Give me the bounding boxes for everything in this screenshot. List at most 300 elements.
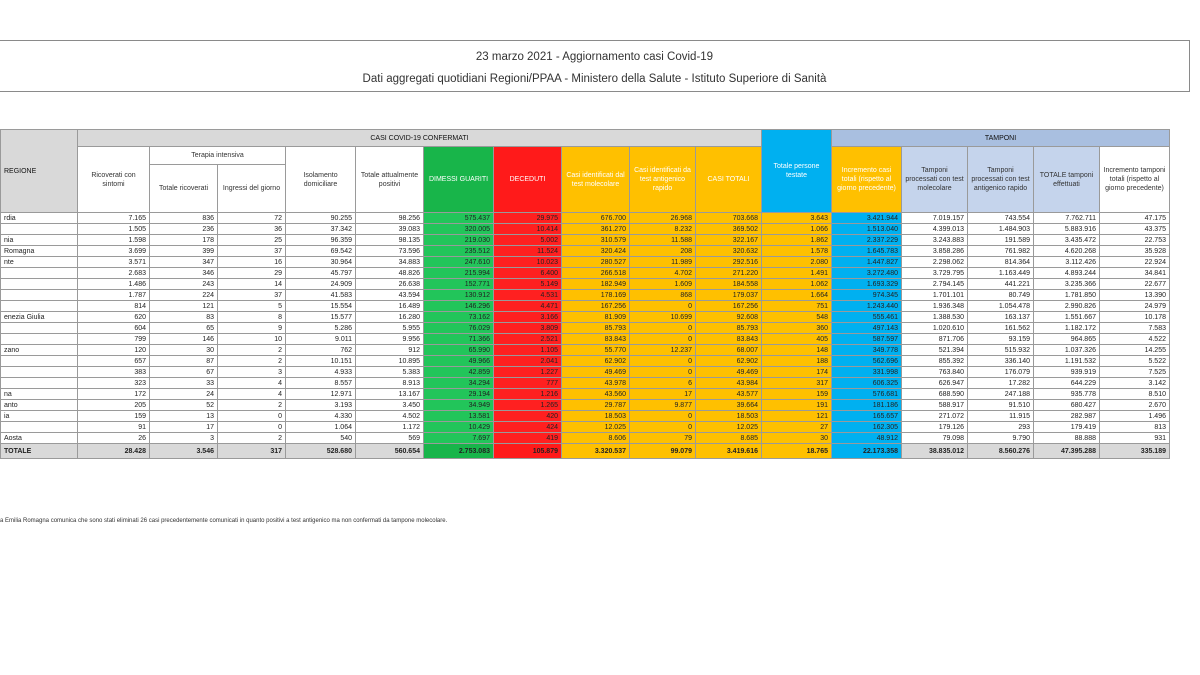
- region-name: [1, 422, 78, 433]
- table-cell: 7.762.711: [1034, 213, 1100, 224]
- table-cell: 28.428: [78, 444, 150, 459]
- table-cell: 2: [218, 433, 286, 444]
- table-cell: 1.936.348: [902, 301, 968, 312]
- table-cell: 575.437: [424, 213, 494, 224]
- table-cell: 17: [150, 422, 218, 433]
- table-row: [1, 389, 1170, 400]
- table-cell: 179.419: [1034, 422, 1100, 433]
- table-cell: 14: [218, 279, 286, 290]
- table-cell: 24: [150, 389, 218, 400]
- header-incremento-tamponi: Incremento tamponi totali (rispetto al giorno precedente): [1100, 147, 1170, 213]
- table-cell: 11.915: [968, 411, 1034, 422]
- table-cell: 65.990: [424, 345, 494, 356]
- table-cell: 799: [78, 334, 150, 345]
- table-cell: 3.112.426: [1034, 257, 1100, 268]
- table-cell: 65: [150, 323, 218, 334]
- table-cell: 8.232: [630, 224, 696, 235]
- table-cell: 528.680: [286, 444, 356, 459]
- table-cell: 49.469: [696, 367, 762, 378]
- table-cell: 1.491: [762, 268, 832, 279]
- table-cell: 9.956: [356, 334, 424, 345]
- table-cell: 761.982: [968, 246, 1034, 257]
- table-cell: 87: [150, 356, 218, 367]
- table-cell: 34.883: [356, 257, 424, 268]
- table-cell: 39.083: [356, 224, 424, 235]
- header-regione: REGIONE: [1, 130, 78, 213]
- table-cell: 79.098: [902, 433, 968, 444]
- table-cell: 569: [356, 433, 424, 444]
- table-cell: 688.590: [902, 389, 968, 400]
- table-cell: 76.029: [424, 323, 494, 334]
- table-cell: 0: [218, 411, 286, 422]
- table-row: [1, 367, 1170, 378]
- table-cell: 8.685: [696, 433, 762, 444]
- table-cell: 42.859: [424, 367, 494, 378]
- table-cell: 317: [218, 444, 286, 459]
- table-cell: 657: [78, 356, 150, 367]
- table-cell: 317: [762, 378, 832, 389]
- table-cell: 167.256: [562, 301, 630, 312]
- table-cell: 29.787: [562, 400, 630, 411]
- region-name: ia: [1, 411, 78, 422]
- table-cell: 4: [218, 389, 286, 400]
- table-cell: 2.041: [494, 356, 562, 367]
- table-cell: 191.589: [968, 235, 1034, 246]
- table-cell: 3.435.472: [1034, 235, 1100, 246]
- table-cell: 188: [762, 356, 832, 367]
- table-cell: 215.994: [424, 268, 494, 279]
- table-cell: 5.883.916: [1034, 224, 1100, 235]
- table-cell: 83.843: [696, 334, 762, 345]
- table-row: [1, 246, 1170, 257]
- table-cell: 243: [150, 279, 218, 290]
- table-cell: 12.237: [630, 345, 696, 356]
- table-cell: 224: [150, 290, 218, 301]
- table-cell: 1.862: [762, 235, 832, 246]
- table-cell: 182.949: [562, 279, 630, 290]
- table-cell: 762: [286, 345, 356, 356]
- table-cell: 814.364: [968, 257, 1034, 268]
- table-cell: 5.149: [494, 279, 562, 290]
- table-cell: 22.173.358: [832, 444, 902, 459]
- table-cell: 30: [762, 433, 832, 444]
- table-cell: 2: [218, 345, 286, 356]
- table-cell: 17: [630, 389, 696, 400]
- table-cell: 7.165: [78, 213, 150, 224]
- table-cell: 16: [218, 257, 286, 268]
- table-cell: 3.193: [286, 400, 356, 411]
- table-cell: 3: [150, 433, 218, 444]
- table-cell: 92.608: [696, 312, 762, 323]
- table-cell: 323: [78, 378, 150, 389]
- header-casi-molecolare: Casi identificati dal test molecolare: [562, 147, 630, 213]
- table-cell: 1.486: [78, 279, 150, 290]
- table-cell: 703.668: [696, 213, 762, 224]
- table-cell: 236: [150, 224, 218, 235]
- table-cell: 9.877: [630, 400, 696, 411]
- header-tamponi-antigenico: Tamponi processati con test antigenico rapido: [968, 147, 1034, 213]
- table-cell: 369.502: [696, 224, 762, 235]
- table-row: [1, 433, 1170, 444]
- table-body: [1, 213, 1170, 459]
- table-cell: 310.579: [562, 235, 630, 246]
- table-cell: 420: [494, 411, 562, 422]
- table-cell: 1.447.827: [832, 257, 902, 268]
- table-cell: 3.272.480: [832, 268, 902, 279]
- table-cell: 85.793: [562, 323, 630, 334]
- table-cell: 349.778: [832, 345, 902, 356]
- table-cell: 176.079: [968, 367, 1034, 378]
- table-cell: 0: [630, 301, 696, 312]
- table-cell: 5.002: [494, 235, 562, 246]
- region-name: [1, 224, 78, 235]
- table-cell: 2.298.062: [902, 257, 968, 268]
- table-cell: 521.394: [902, 345, 968, 356]
- table-cell: 0: [630, 334, 696, 345]
- region-name: [1, 334, 78, 345]
- table-cell: 29.194: [424, 389, 494, 400]
- table-cell: 96.359: [286, 235, 356, 246]
- table-cell: 163.137: [968, 312, 1034, 323]
- table-cell: 8.560.276: [968, 444, 1034, 459]
- table-cell: 17.282: [968, 378, 1034, 389]
- table-cell: 6.400: [494, 268, 562, 279]
- table-cell: 855.392: [902, 356, 968, 367]
- table-cell: 181.186: [832, 400, 902, 411]
- table-cell: 10.895: [356, 356, 424, 367]
- region-name: TOTALE: [1, 444, 78, 459]
- table-cell: 1.062: [762, 279, 832, 290]
- table-cell: 18.503: [562, 411, 630, 422]
- table-cell: 1.227: [494, 367, 562, 378]
- table-cell: 91.510: [968, 400, 1034, 411]
- table-row: [1, 312, 1170, 323]
- table-cell: 25: [218, 235, 286, 246]
- table-cell: 47.395.288: [1034, 444, 1100, 459]
- table-cell: 159: [762, 389, 832, 400]
- table-cell: 105.879: [494, 444, 562, 459]
- table-cell: 335.189: [1100, 444, 1170, 459]
- table-cell: 763.840: [902, 367, 968, 378]
- table-cell: 7.697: [424, 433, 494, 444]
- table-cell: 644.229: [1034, 378, 1100, 389]
- table-cell: 1.388.530: [902, 312, 968, 323]
- table-row: [1, 213, 1170, 224]
- table-row: [1, 411, 1170, 422]
- table-cell: 1.578: [762, 246, 832, 257]
- table-cell: 80.749: [968, 290, 1034, 301]
- table-cell: 43.978: [562, 378, 630, 389]
- table-cell: 1.496: [1100, 411, 1170, 422]
- table-cell: 8: [218, 312, 286, 323]
- page-title: 23 marzo 2021 - Aggiornamento casi Covid-19: [475, 51, 714, 63]
- table-cell: 10.414: [494, 224, 562, 235]
- table-cell: 152.771: [424, 279, 494, 290]
- table-cell: 30: [150, 345, 218, 356]
- table-cell: 22.677: [1100, 279, 1170, 290]
- table-cell: 2: [218, 356, 286, 367]
- table-cell: 161.562: [968, 323, 1034, 334]
- header-dimessi: DIMESSI GUARITI: [424, 147, 494, 213]
- table-cell: 24.909: [286, 279, 356, 290]
- table-cell: 0: [630, 411, 696, 422]
- table-cell: 22.924: [1100, 257, 1170, 268]
- header-totale-tamponi: TOTALE tamponi effettuati: [1034, 147, 1100, 213]
- table-cell: 179.037: [696, 290, 762, 301]
- table-cell: 39.664: [696, 400, 762, 411]
- region-name: [1, 290, 78, 301]
- table-cell: 43.984: [696, 378, 762, 389]
- table-cell: 3.235.366: [1034, 279, 1100, 290]
- table-cell: 12.971: [286, 389, 356, 400]
- table-cell: 3.450: [356, 400, 424, 411]
- table-cell: 320.632: [696, 246, 762, 257]
- table-cell: 336.140: [968, 356, 1034, 367]
- table-cell: 2: [218, 400, 286, 411]
- table-cell: 247.188: [968, 389, 1034, 400]
- header-terapia-intensiva: Terapia intensiva: [150, 147, 286, 165]
- table-cell: 24.979: [1100, 301, 1170, 312]
- table-cell: 562.696: [832, 356, 902, 367]
- table-cell: 1.701.101: [902, 290, 968, 301]
- table-row: [1, 422, 1170, 433]
- table-cell: 11.588: [630, 235, 696, 246]
- table-cell: 5: [218, 301, 286, 312]
- region-name: nia: [1, 235, 78, 246]
- table-cell: 8.557: [286, 378, 356, 389]
- table-cell: 29: [218, 268, 286, 279]
- table-cell: 0: [630, 422, 696, 433]
- table-cell: 743.554: [968, 213, 1034, 224]
- table-row: [1, 378, 1170, 389]
- table-cell: 1.172: [356, 422, 424, 433]
- table-cell: 974.345: [832, 290, 902, 301]
- region-name: [1, 323, 78, 334]
- table-row: [1, 279, 1170, 290]
- region-name: zano: [1, 345, 78, 356]
- header-casi-totali: CASI TOTALI: [696, 147, 762, 213]
- table-cell: 814: [78, 301, 150, 312]
- table-cell: 576.681: [832, 389, 902, 400]
- header-ricoverati: Ricoverati con sintomi: [78, 147, 150, 213]
- table-cell: 67: [150, 367, 218, 378]
- table-cell: 4.522: [1100, 334, 1170, 345]
- header-tamponi-molecolare: Tamponi processati con test molecolare: [902, 147, 968, 213]
- table-cell: 515.932: [968, 345, 1034, 356]
- table-cell: 36: [218, 224, 286, 235]
- header-totale-positivi: Totale attualmente positivi: [356, 147, 424, 213]
- region-name: [1, 378, 78, 389]
- table-cell: 4.933: [286, 367, 356, 378]
- table-cell: 37.342: [286, 224, 356, 235]
- table-cell: 146: [150, 334, 218, 345]
- table-cell: 10.178: [1100, 312, 1170, 323]
- table-cell: 11.524: [494, 246, 562, 257]
- region-name: [1, 356, 78, 367]
- table-cell: 1.163.449: [968, 268, 1034, 279]
- table-cell: 99.079: [630, 444, 696, 459]
- table-cell: 38.835.012: [902, 444, 968, 459]
- table-cell: 13.390: [1100, 290, 1170, 301]
- table-cell: 191: [762, 400, 832, 411]
- table-cell: 10.151: [286, 356, 356, 367]
- table-cell: 320.424: [562, 246, 630, 257]
- table-cell: 2.337.229: [832, 235, 902, 246]
- table-cell: 360: [762, 323, 832, 334]
- table-cell: 5.955: [356, 323, 424, 334]
- table-cell: 626.947: [902, 378, 968, 389]
- table-cell: 91: [78, 422, 150, 433]
- table-cell: 48.826: [356, 268, 424, 279]
- table-cell: 346: [150, 268, 218, 279]
- table-cell: 178.169: [562, 290, 630, 301]
- table-cell: 555.461: [832, 312, 902, 323]
- table-cell: 497.143: [832, 323, 902, 334]
- table-cell: 43.594: [356, 290, 424, 301]
- table-cell: 37: [218, 246, 286, 257]
- table-cell: 90.255: [286, 213, 356, 224]
- table-cell: 73.596: [356, 246, 424, 257]
- table-cell: 62.902: [562, 356, 630, 367]
- table-cell: 0: [218, 422, 286, 433]
- table-cell: 45.797: [286, 268, 356, 279]
- table-cell: 548: [762, 312, 832, 323]
- table-cell: 30.964: [286, 257, 356, 268]
- table-cell: 13.167: [356, 389, 424, 400]
- table-cell: 16.280: [356, 312, 424, 323]
- table-cell: 98.256: [356, 213, 424, 224]
- table-cell: 3.142: [1100, 378, 1170, 389]
- table-cell: 174: [762, 367, 832, 378]
- table-cell: 8.510: [1100, 389, 1170, 400]
- table-cell: 1.182.172: [1034, 323, 1100, 334]
- table-cell: 79: [630, 433, 696, 444]
- table-cell: 587.597: [832, 334, 902, 345]
- table-cell: 165.657: [832, 411, 902, 422]
- table-row: [1, 323, 1170, 334]
- table-cell: 540: [286, 433, 356, 444]
- table-cell: 219.030: [424, 235, 494, 246]
- table-cell: 10.023: [494, 257, 562, 268]
- table-cell: 6: [630, 378, 696, 389]
- table-cell: 1.191.532: [1034, 356, 1100, 367]
- table-row: [1, 400, 1170, 411]
- table-cell: 15.577: [286, 312, 356, 323]
- table-cell: 120: [78, 345, 150, 356]
- table-cell: 208: [630, 246, 696, 257]
- table-cell: 15.554: [286, 301, 356, 312]
- table-cell: 1.216: [494, 389, 562, 400]
- table-cell: 26.638: [356, 279, 424, 290]
- header-incremento-casi: Incremento casi totali (rispetto al giorno precedente): [832, 147, 902, 213]
- table-cell: 184.558: [696, 279, 762, 290]
- region-name: [1, 367, 78, 378]
- table-cell: 93.159: [968, 334, 1034, 345]
- table-cell: 419: [494, 433, 562, 444]
- footnote: a Emilia Romagna comunica che sono stati eliminati 26 casi precedentemente comunicati in quanto positivi a test antigenico ma non confermati da tampone molecolare.: [0, 518, 448, 524]
- table-cell: 3.546: [150, 444, 218, 459]
- table-cell: 271.220: [696, 268, 762, 279]
- table-cell: 3.699: [78, 246, 150, 257]
- table-cell: 10.429: [424, 422, 494, 433]
- covid-data-table: [0, 129, 1170, 459]
- table-cell: 935.778: [1034, 389, 1100, 400]
- table-cell: 205: [78, 400, 150, 411]
- table-cell: 3.809: [494, 323, 562, 334]
- table-cell: 47.175: [1100, 213, 1170, 224]
- table-cell: 179.126: [902, 422, 968, 433]
- table-cell: 68.007: [696, 345, 762, 356]
- table-cell: 69.542: [286, 246, 356, 257]
- table-cell: 34.294: [424, 378, 494, 389]
- table-cell: 72: [218, 213, 286, 224]
- table-cell: 424: [494, 422, 562, 433]
- table-cell: 178: [150, 235, 218, 246]
- table-cell: 4.471: [494, 301, 562, 312]
- table-cell: 35.928: [1100, 246, 1170, 257]
- table-cell: 13.581: [424, 411, 494, 422]
- table-row: [1, 290, 1170, 301]
- table-cell: 146.296: [424, 301, 494, 312]
- header-casi-confermati: CASI COVID-19 CONFERMATI: [78, 130, 762, 147]
- header-casi-antigenico: Casi identificati da test antigenico rapido: [630, 147, 696, 213]
- table-cell: 620: [78, 312, 150, 323]
- table-cell: 26.968: [630, 213, 696, 224]
- table-cell: 167.256: [696, 301, 762, 312]
- table-cell: 871.706: [902, 334, 968, 345]
- table-cell: 11.989: [630, 257, 696, 268]
- table-cell: 813: [1100, 422, 1170, 433]
- table-cell: 33: [150, 378, 218, 389]
- table-cell: 34.841: [1100, 268, 1170, 279]
- table-cell: 1.787: [78, 290, 150, 301]
- region-name: Aosta: [1, 433, 78, 444]
- table-cell: 9: [218, 323, 286, 334]
- table-cell: 836: [150, 213, 218, 224]
- table-cell: 347: [150, 257, 218, 268]
- table-cell: 3.421.944: [832, 213, 902, 224]
- table-cell: 43.577: [696, 389, 762, 400]
- table-cell: 10.699: [630, 312, 696, 323]
- region-name: nte: [1, 257, 78, 268]
- table-cell: 148: [762, 345, 832, 356]
- table-cell: 383: [78, 367, 150, 378]
- table-cell: 26: [78, 433, 150, 444]
- table-cell: 751: [762, 301, 832, 312]
- table-row: [1, 268, 1170, 279]
- table-cell: 88.888: [1034, 433, 1100, 444]
- table-cell: 320.005: [424, 224, 494, 235]
- table-cell: 0: [630, 323, 696, 334]
- table-cell: 293: [968, 422, 1034, 433]
- region-name: na: [1, 389, 78, 400]
- table-cell: 7.019.157: [902, 213, 968, 224]
- table-cell: 159: [78, 411, 150, 422]
- table-cell: 130.912: [424, 290, 494, 301]
- table-cell: 3.166: [494, 312, 562, 323]
- table-row: [1, 257, 1170, 268]
- table-cell: 41.583: [286, 290, 356, 301]
- region-name: Romagna: [1, 246, 78, 257]
- table-cell: 48.912: [832, 433, 902, 444]
- header-persone-testate: Totale persone testate: [762, 130, 832, 213]
- table-cell: 3.243.883: [902, 235, 968, 246]
- table-cell: 121: [762, 411, 832, 422]
- header-isolamento: Isolamento domiciliare: [286, 147, 356, 213]
- table-cell: 8.606: [562, 433, 630, 444]
- table-cell: 1.066: [762, 224, 832, 235]
- table-cell: 9.790: [968, 433, 1034, 444]
